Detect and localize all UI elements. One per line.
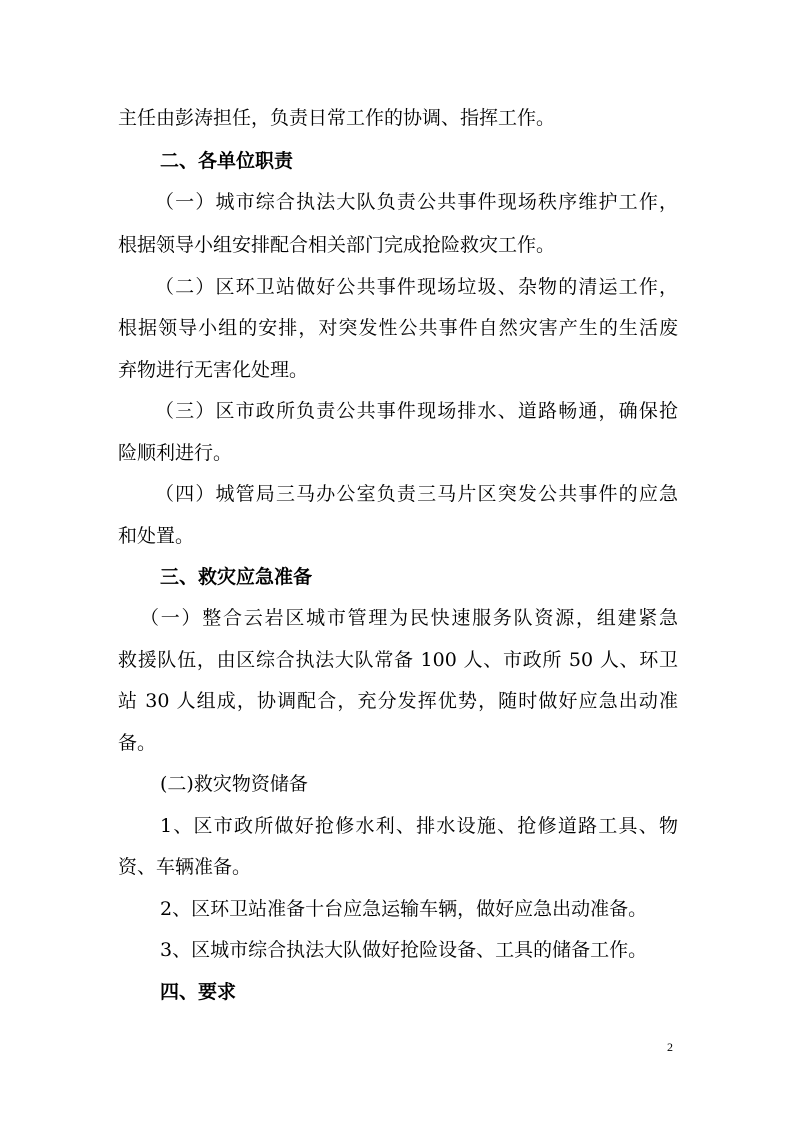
paragraph-line: （一）城市综合执法大队负责公共事件现场秩序维护工作， bbox=[155, 191, 678, 213]
paragraph-line: 2、区环卫站准备十台应急运输车辆，做好应急出动准备。 bbox=[160, 898, 648, 920]
paragraph-line: （三）区市政所负责公共事件现场排水、道路畅通，确保抢 bbox=[155, 400, 678, 422]
paragraph-line: （二）区环卫站做好公共事件现场垃圾、杂物的清运工作， bbox=[155, 276, 678, 298]
paragraph-line: 根据领导小组的安排，对突发性公共事件自然灾害产生的生活废 bbox=[118, 317, 678, 339]
paragraph-line: （一）整合云岩区城市管理为民快速服务队资源，组建紧急 bbox=[140, 607, 678, 629]
paragraph-line: 根据领导小组安排配合相关部门完成抢险救灾工作。 bbox=[118, 234, 556, 256]
paragraph-line: 主任由彭涛担任，负责日常工作的协调、指挥工作。 bbox=[118, 107, 556, 129]
section-heading-3: 三、救灾应急准备 bbox=[160, 566, 313, 588]
paragraph-line: 3、区城市综合执法大队做好抢险设备、工具的储备工作。 bbox=[160, 939, 648, 961]
paragraph-line: 站 30 人组成，协调配合，充分发挥优势，随时做好应急出动准 bbox=[118, 690, 678, 712]
paragraph-line: 和处置。 bbox=[118, 525, 195, 547]
section-heading-4: 四、要求 bbox=[160, 981, 237, 1003]
paragraph-line: 救援队伍，由区综合执法大队常备 100 人、市政所 50 人、环卫 bbox=[118, 649, 678, 671]
paragraph-line: 险顺利进行。 bbox=[118, 442, 233, 464]
subsection-heading: (二)救灾物资储备 bbox=[160, 773, 308, 795]
paragraph-line: （四）城管局三马办公室负责三马片区突发公共事件的应急 bbox=[155, 483, 678, 505]
paragraph-line: 1、区市政所做好抢修水利、排水设施、抢修道路工具、物 bbox=[160, 815, 678, 837]
paragraph-line: 资、车辆准备。 bbox=[118, 856, 252, 878]
paragraph-line: 备。 bbox=[118, 732, 157, 754]
section-heading-2: 二、各单位职责 bbox=[160, 150, 294, 172]
paragraph-line: 弃物进行无害化处理。 bbox=[118, 359, 309, 381]
page-number: 2 bbox=[667, 1040, 673, 1054]
